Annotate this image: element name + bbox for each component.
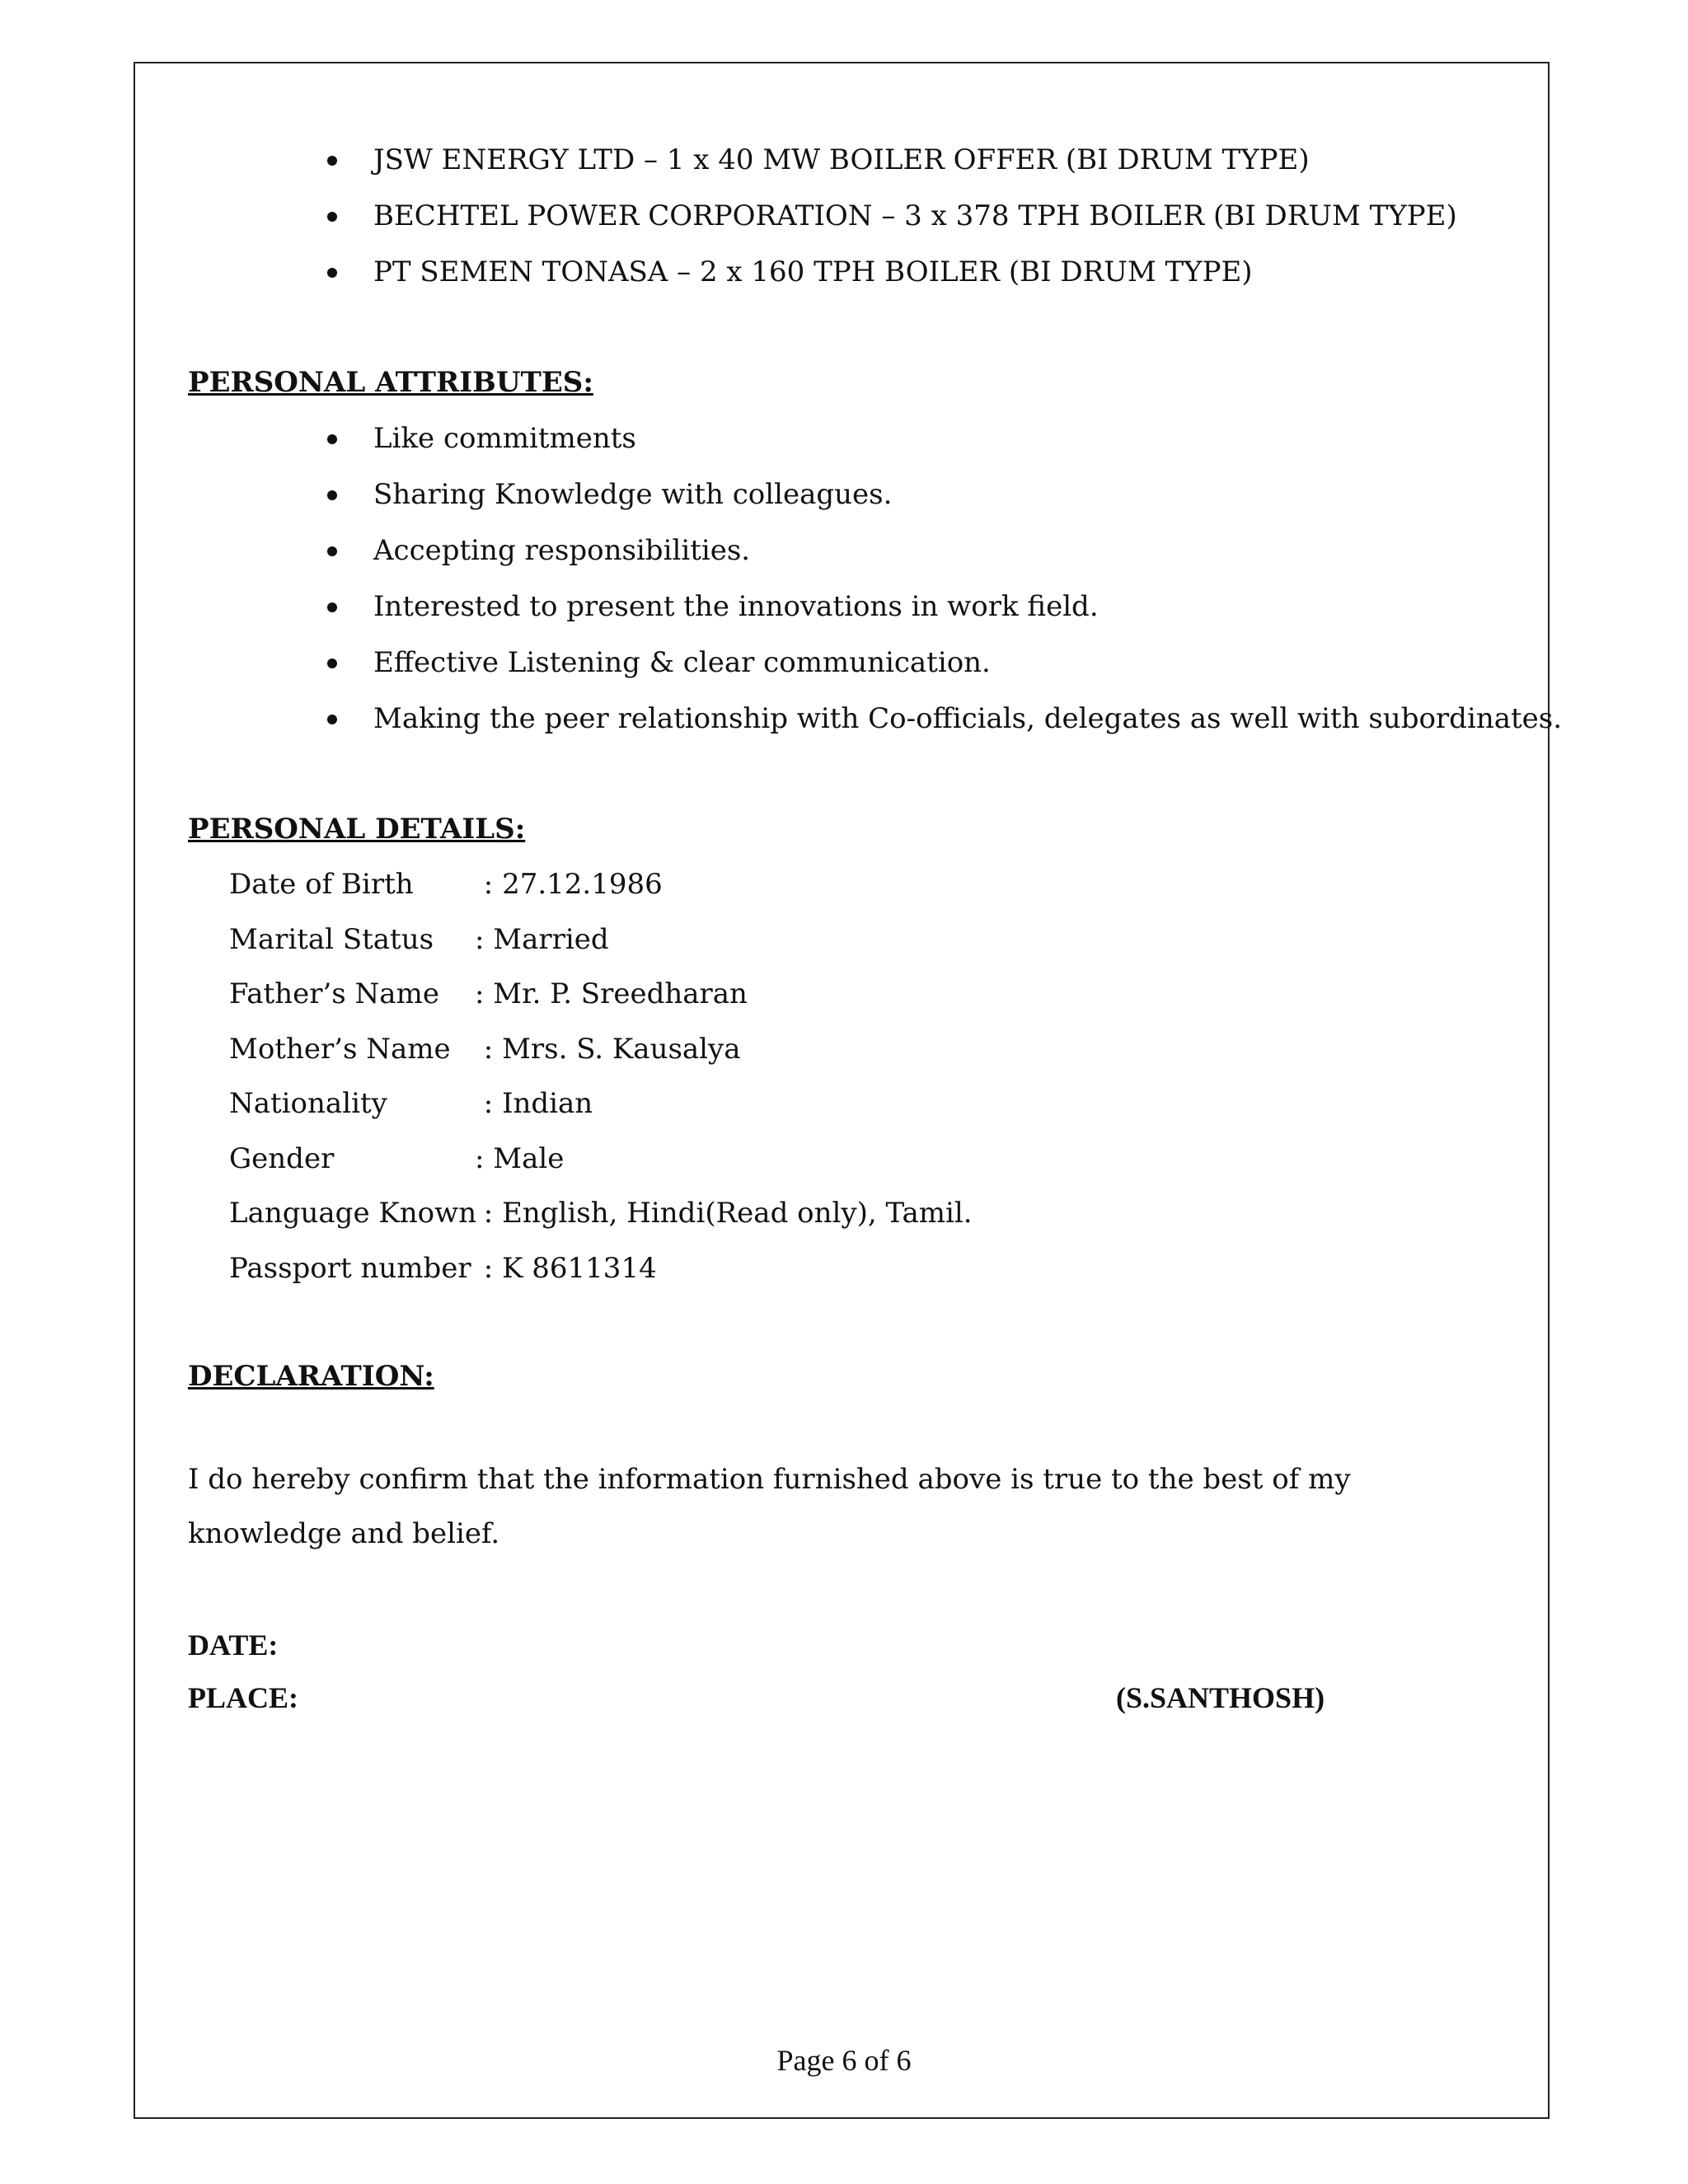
- bullet-icon: [327, 546, 337, 556]
- bullet-icon: [327, 715, 337, 724]
- page-number: Page 6 of 6: [776, 2044, 912, 2077]
- detail-row: [229, 967, 1218, 1022]
- detail-value: : English, Hindi(Read only), Tamil.: [475, 1197, 973, 1230]
- bullet-icon: [327, 156, 337, 166]
- detail-row: [229, 857, 1218, 912]
- declaration-heading: DECLARATION:: [188, 1360, 434, 1393]
- bullet-icon: [327, 268, 337, 278]
- personal-details-heading: PERSONAL DETAILS:: [188, 813, 526, 846]
- detail-row: [229, 1132, 1218, 1187]
- detail-value: : Mrs. S. Kausalya: [475, 1032, 741, 1066]
- bullet-icon: [327, 434, 337, 444]
- detail-label: Date of Birth: [229, 868, 414, 901]
- detail-value: : 27.12.1986: [475, 868, 663, 901]
- detail-value: : Married: [475, 922, 609, 956]
- bullet-icon: [327, 602, 337, 612]
- detail-label: Father’s Name: [229, 977, 439, 1010]
- detail-value: : K 8611314: [475, 1251, 657, 1285]
- detail-label: Nationality: [229, 1087, 387, 1120]
- detail-label: Passport number: [229, 1251, 471, 1285]
- bullet-icon: [327, 490, 337, 500]
- personal-attributes-heading: PERSONAL ATTRIBUTES:: [188, 366, 593, 399]
- detail-row: [229, 1022, 1218, 1077]
- detail-label: Gender: [229, 1141, 335, 1175]
- date-label: DATE:: [188, 1629, 279, 1661]
- detail-label: Language Known: [229, 1197, 477, 1230]
- detail-row: [229, 912, 1218, 968]
- signature-name: (S.SANTHOSH): [1116, 1681, 1325, 1714]
- declaration-text: I do hereby confirm that the information furnished above is true to the best of my knowledge and belief.: [188, 1463, 1351, 1550]
- detail-label: Mother’s Name: [229, 1032, 451, 1066]
- bullet-icon: [327, 658, 337, 668]
- place-label: PLACE:: [188, 1681, 298, 1714]
- detail-row: [229, 1076, 1218, 1132]
- personal-details-table: [229, 857, 1218, 1296]
- detail-row: [229, 1186, 1218, 1241]
- detail-value: : Male: [475, 1141, 565, 1175]
- detail-value: : Indian: [475, 1087, 593, 1120]
- detail-row: [229, 1241, 1218, 1296]
- detail-value: : Mr. P. Sreedharan: [475, 977, 748, 1010]
- bullet-icon: [327, 212, 337, 222]
- detail-label: Marital Status: [229, 922, 434, 956]
